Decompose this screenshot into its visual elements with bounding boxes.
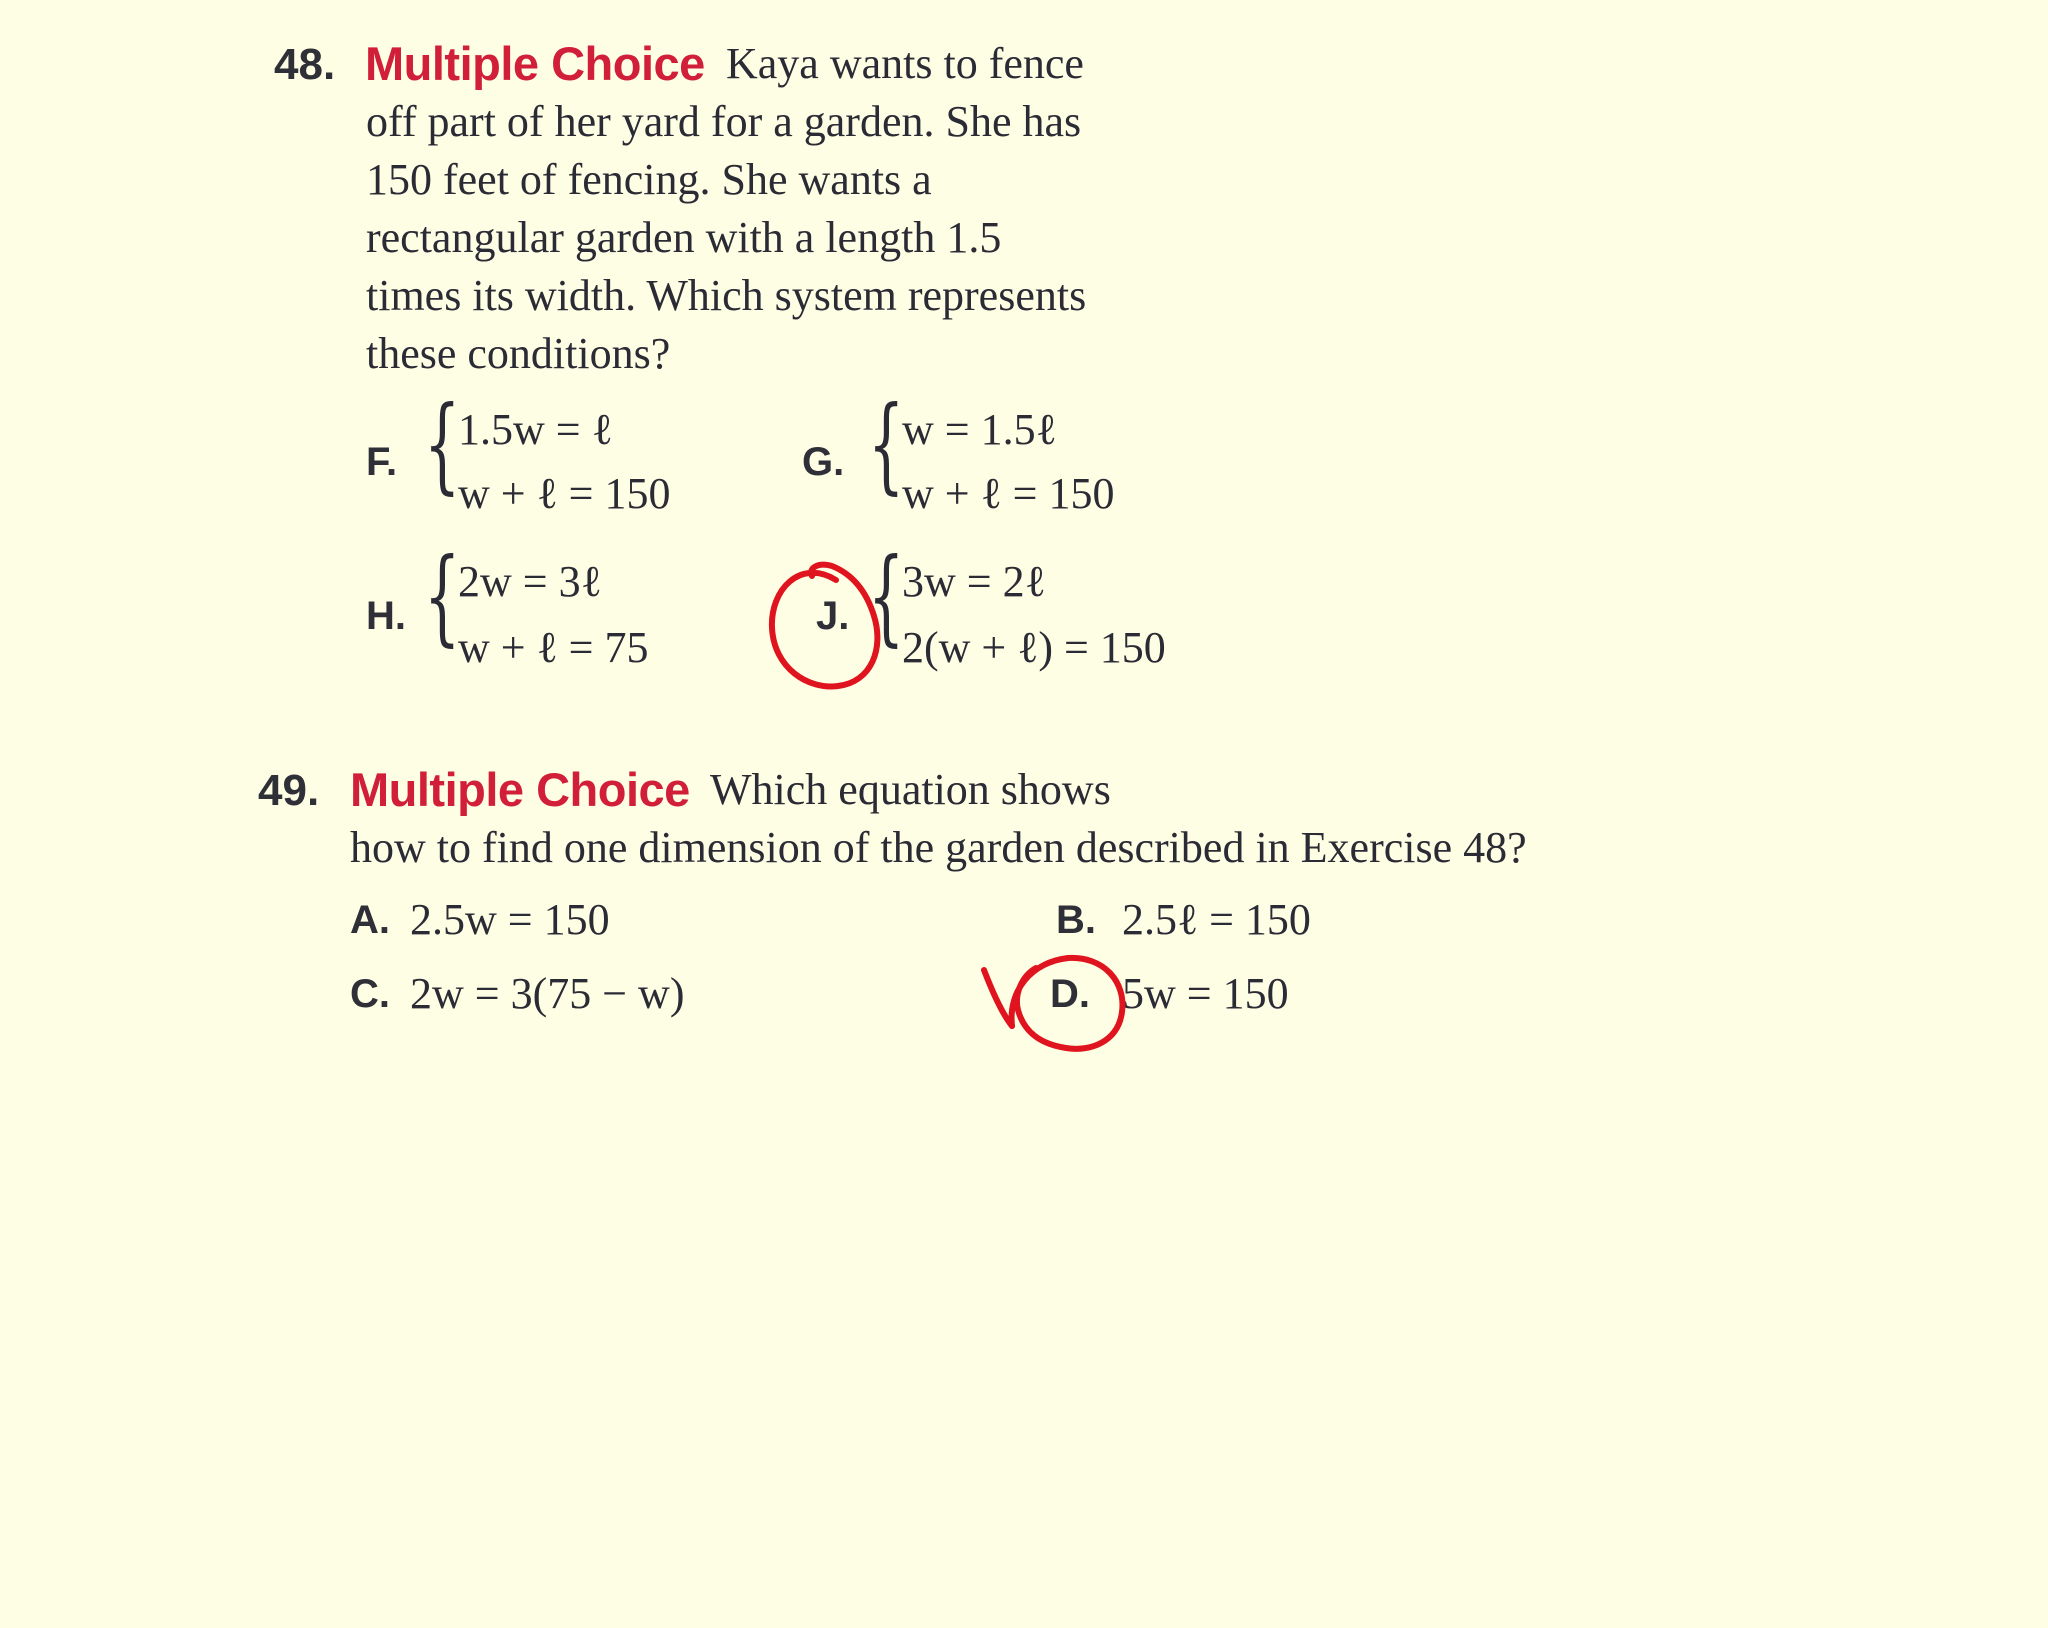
multiple-choice-heading: Multiple Choice <box>350 763 690 816</box>
equation: 2w = 3ℓ <box>458 557 602 606</box>
equation: 2.5w = 150 <box>410 895 610 944</box>
option-label: H. <box>366 594 406 638</box>
equation: 5w = 150 <box>1122 969 1289 1018</box>
question-text-line: Which equation shows <box>710 765 1111 814</box>
equation: w = 1.5ℓ <box>902 405 1057 454</box>
equation: w + ℓ = 75 <box>458 623 649 672</box>
ink-check-option-d <box>984 970 1012 1026</box>
equation: 2(w + ℓ) = 150 <box>902 623 1166 672</box>
option-label: D. <box>1050 972 1090 1016</box>
option-label: A. <box>350 898 390 942</box>
ink-circle-option-d <box>1012 958 1123 1049</box>
option-label: B. <box>1056 898 1096 942</box>
option-label: J. <box>816 594 850 638</box>
question-number: 48. <box>274 40 336 89</box>
system-brace: { <box>424 535 461 657</box>
equation: w + ℓ = 150 <box>458 469 671 518</box>
question-text-line: off part of her yard for a garden. She has <box>366 97 1082 146</box>
question-text-line: 150 feet of fencing. She wants a <box>366 155 932 204</box>
equation: 3w = 2ℓ <box>902 557 1046 606</box>
system-brace: { <box>424 383 461 505</box>
question-text-line: times its width. Which system represents <box>366 271 1087 320</box>
option-label: F. <box>366 440 398 484</box>
equation: w + ℓ = 150 <box>902 469 1115 518</box>
option-label: G. <box>802 440 845 484</box>
question-number: 49. <box>258 766 320 815</box>
multiple-choice-heading: Multiple Choice <box>365 37 705 90</box>
system-brace: { <box>868 535 905 657</box>
equation: 2.5ℓ = 150 <box>1122 895 1311 944</box>
equation: 1.5w = ℓ <box>458 405 613 454</box>
question-text-line: these conditions? <box>366 329 671 378</box>
ink-circle-option-j <box>772 565 878 687</box>
question-text-line: rectangular garden with a length 1.5 <box>366 213 1002 262</box>
system-brace: { <box>868 383 905 505</box>
question-text-line: how to find one dimension of the garden described in Exercise 48? <box>350 823 1527 872</box>
equation: 2w = 3(75 − w) <box>410 969 685 1018</box>
question-text-line: Kaya wants to fence <box>726 39 1084 88</box>
option-label: C. <box>350 972 390 1016</box>
